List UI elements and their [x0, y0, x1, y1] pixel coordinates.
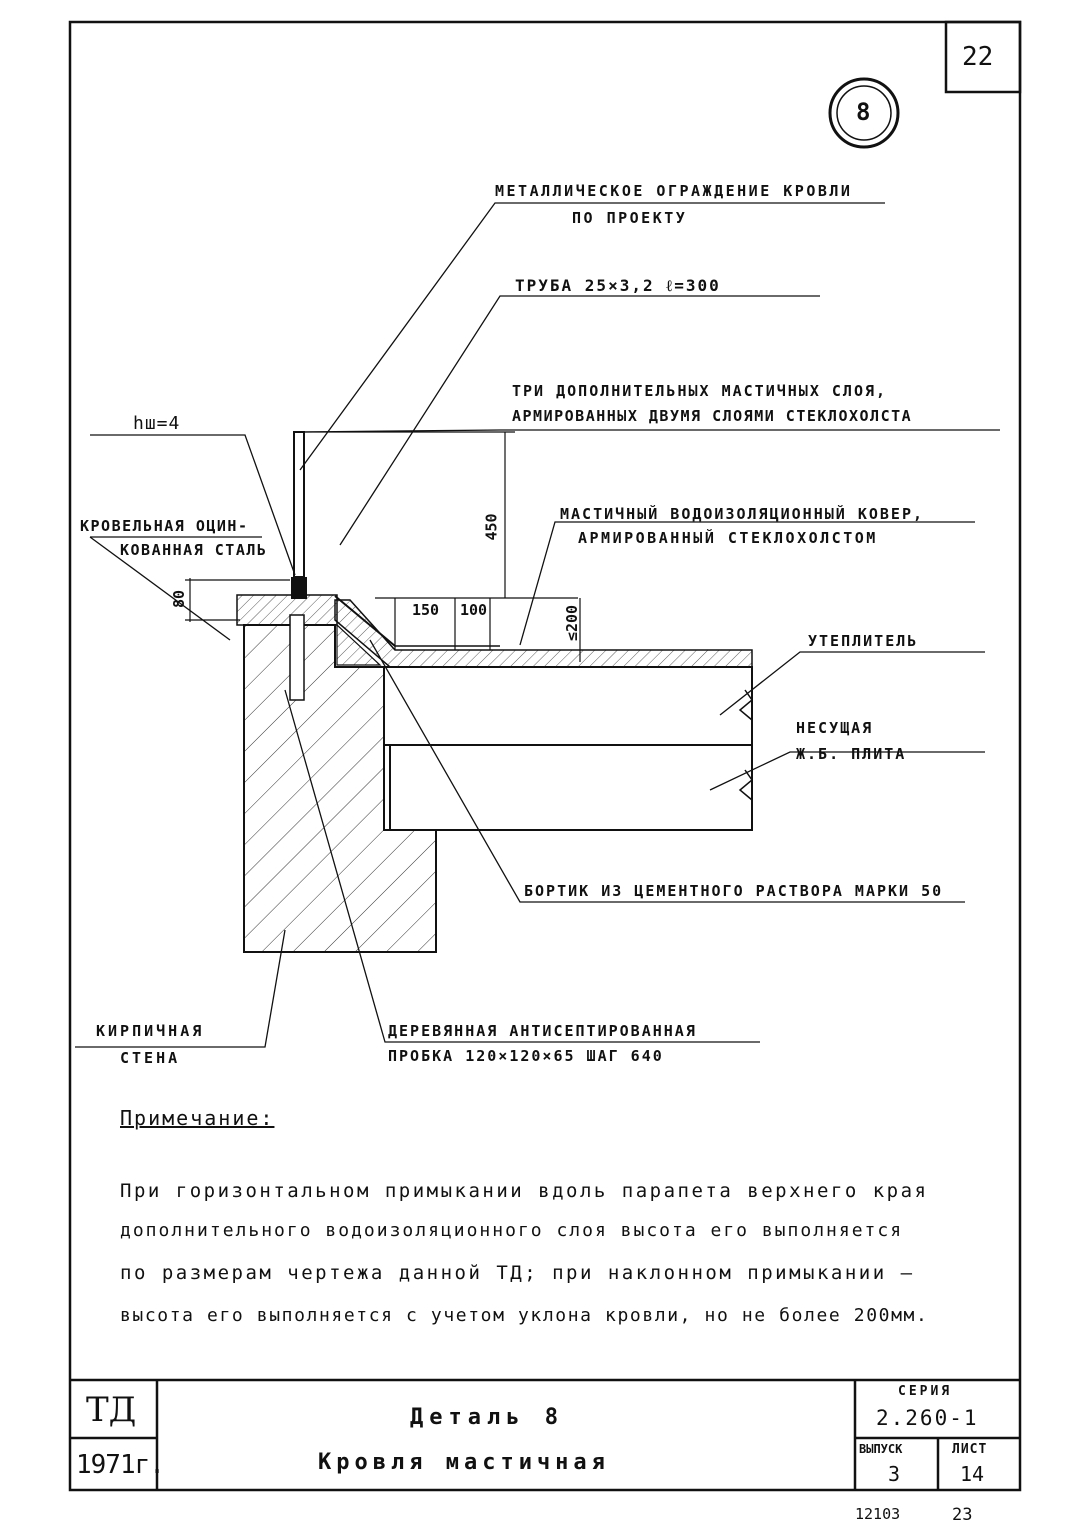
label-curb: БОРТИК ИЗ ЦЕМЕНТНОГО РАСТВОРА МАРКИ 50: [524, 882, 944, 900]
dim-200: ≤200: [563, 604, 582, 642]
label-metal-railing-2: ПО ПРОЕКТУ: [572, 209, 688, 227]
mastic-carpet: [335, 600, 752, 667]
note-line: высота его выполняется с учетом уклона кровли, но не более 200мм.: [120, 1305, 929, 1326]
wood-plug: [290, 615, 304, 700]
footer-left: 12103: [855, 1505, 901, 1523]
dim-150: 150: [412, 601, 440, 619]
year: 1971г.: [76, 1450, 164, 1480]
drawing-title-2: Кровля мастичная: [318, 1450, 610, 1475]
label-metal-railing-1: МЕТАЛЛИЧЕСКОЕ ОГРАЖДЕНИЕ КРОВЛИ: [495, 182, 853, 200]
label-slab-1: НЕСУЩАЯ: [796, 719, 874, 737]
label-carpet-2: АРМИРОВАННЫЙ СТЕКЛОХОЛСТОМ: [578, 529, 878, 547]
note-line: При горизонтальном примыкании вдоль парапета верхнего края: [120, 1180, 929, 1202]
sheet-label: ЛИСТ: [952, 1442, 988, 1457]
note-title: Примечание:: [120, 1106, 275, 1130]
dim-80: 80: [170, 589, 189, 609]
label-pipe: ТРУБА 25×3,2 ℓ=300: [515, 276, 721, 295]
note-line: по размерам чертежа данной ТД; при наклонном примыкании –: [120, 1262, 915, 1284]
dim-100: 100: [460, 601, 488, 619]
drawing-title-1: Деталь 8: [410, 1405, 564, 1430]
label-brick-2: СТЕНА: [120, 1049, 181, 1067]
detail-marker-number: 8: [856, 98, 871, 126]
series-label: СЕРИЯ: [898, 1384, 953, 1399]
sheet-value: 14: [960, 1462, 985, 1486]
label-roof-steel-2: КОВАННАЯ СТАЛЬ: [120, 541, 268, 559]
railing-pipe: [294, 432, 304, 577]
dim-450: 450: [482, 513, 501, 541]
concrete-slab: [390, 745, 752, 830]
note-line: дополнительного водоизоляционного слоя высота его выполняется: [120, 1220, 904, 1241]
label-insulation: УТЕПЛИТЕЛЬ: [808, 632, 919, 650]
footer-right: 23: [952, 1505, 973, 1525]
issue-value: 3: [888, 1462, 901, 1486]
label-mastic-layers-1: ТРИ ДОПОЛНИТЕЛЬНЫХ МАСТИЧНЫХ СЛОЯ,: [512, 382, 888, 400]
org-code: ТД: [86, 1390, 137, 1430]
label-plug-2: ПРОБКА 120×120×65 ШАГ 640: [388, 1047, 664, 1065]
series-value: 2.260-1: [876, 1406, 979, 1430]
issue-label: ВЫПУСК: [859, 1442, 903, 1456]
label-slab-2: Ж.Б. ПЛИТА: [796, 745, 907, 763]
label-roof-steel-1: КРОВЕЛЬНАЯ ОЦИН-: [80, 517, 249, 535]
label-mastic-layers-2: АРМИРОВАННЫХ ДВУМЯ СЛОЯМИ СТЕКЛОХОЛСТА: [512, 407, 913, 425]
label-brick-1: КИРПИЧНАЯ: [96, 1022, 205, 1040]
label-hw: hш=4: [133, 413, 181, 434]
insulation-layer: [384, 667, 752, 745]
label-carpet-1: МАСТИЧНЫЙ ВОДОИЗОЛЯЦИОННЫЙ КОВЕР,: [560, 505, 925, 523]
sheet-number: 22: [962, 42, 994, 72]
label-plug-1: ДЕРЕВЯННАЯ АНТИСЕПТИРОВАННАЯ: [388, 1022, 697, 1040]
